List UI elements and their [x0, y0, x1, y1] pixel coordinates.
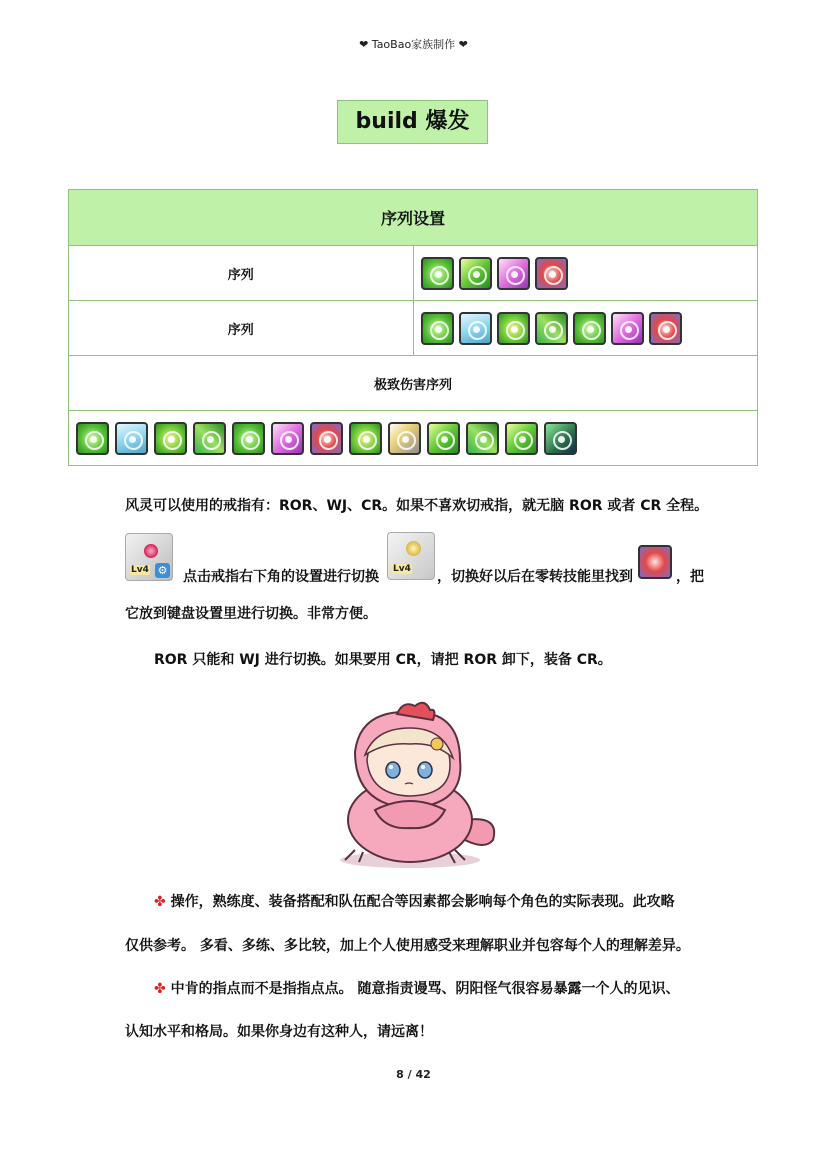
ring-switch-icon	[387, 532, 435, 580]
paragraph-switch-a: 点击戒指右下角的设置进行切换	[183, 569, 379, 585]
dark-green-bird-icon	[544, 422, 577, 455]
blue-spirit-icon	[459, 312, 492, 345]
green-vortex-icon	[349, 422, 382, 455]
row2-label: 序列	[69, 301, 414, 356]
gear-icon: ⚙	[155, 563, 170, 578]
green-eye-icon	[232, 422, 265, 455]
paragraph-switch-d: 它放到键盘设置里进行切换。非常方便。	[125, 606, 377, 622]
red-gem-icon	[535, 257, 568, 290]
green-wind-icon	[459, 257, 492, 290]
pink-swirl-icon	[611, 312, 644, 345]
page-number: 8 / 42	[396, 1068, 431, 1081]
page-header: ❤ TaoBao家族制作 ❤	[359, 38, 468, 51]
table-header: 序列设置	[69, 190, 758, 246]
bullet-note-1	[154, 891, 675, 911]
green-eye-icon	[573, 312, 606, 345]
green-orb-icon	[421, 257, 454, 290]
green-bird-icon	[193, 422, 226, 455]
green-arrow-icon	[466, 422, 499, 455]
ring-level: Lv4	[131, 565, 149, 575]
pink-swirl-icon	[271, 422, 304, 455]
ring-settings-icon	[125, 533, 173, 581]
green-emblem-icon	[154, 422, 187, 455]
note-2-text-a: 中肯的指点而不是指指点点。 随意指责谩骂、阴阳怪气很容易暴露一个人的见识、	[170, 981, 680, 997]
ring2-gem-icon	[406, 541, 421, 556]
green-orb-icon	[421, 312, 454, 345]
row1-label: 序列	[69, 246, 414, 301]
green-sphere-icon	[427, 422, 460, 455]
red-gem-icon	[310, 422, 343, 455]
bullet-note-2	[154, 978, 679, 998]
bullet-icon: ✤	[154, 981, 166, 997]
max-damage-sequence-label: 极致伤害序列	[69, 356, 758, 411]
paragraph-ror: ROR 只能和 WJ 进行切换。如果要用 CR，请把 ROR 卸下，装备 CR。	[154, 652, 612, 668]
red-gem-icon	[649, 312, 682, 345]
pink-swirl-icon	[497, 257, 530, 290]
green-emblem-icon	[497, 312, 530, 345]
paragraph-switch-c: ，把	[676, 569, 704, 585]
sequence-table	[68, 189, 758, 466]
row2-icons	[413, 301, 758, 356]
green-bird-icon	[535, 312, 568, 345]
blue-spirit-icon	[115, 422, 148, 455]
paragraph-rings: 风灵可以使用的戒指有：ROR、WJ、CR。如果不喜欢切戒指，就无脑 ROR 或者 CR 全程。	[125, 498, 709, 514]
row1-icons	[413, 246, 758, 301]
ring-gem-icon	[144, 544, 158, 558]
ring-skill-icon	[638, 545, 672, 579]
green-wind-icon	[505, 422, 538, 455]
paragraph-switch-b: ，切换好以后在零转技能里找到	[437, 569, 633, 585]
chibi-chicken-mascot-illustration	[315, 700, 505, 870]
note-1-text-a: 操作，熟练度、装备搭配和队伍配合等因素都会影响每个角色的实际表现。此攻略	[170, 894, 675, 910]
row3-icons	[69, 411, 758, 466]
note-2-text-b: 认知水平和格局。如果你身边有这种人，请远离！	[125, 1024, 433, 1040]
green-orb-icon	[76, 422, 109, 455]
note-1-text-b: 仅供参考。 多看、多练、多比较，加上个人使用感受来理解职业并包容每个人的理解差异。	[125, 938, 690, 954]
gold-ring-icon	[388, 422, 421, 455]
ring2-level: Lv4	[393, 564, 411, 574]
bullet-icon: ✤	[154, 894, 166, 910]
page-title: build 爆发	[337, 100, 488, 144]
